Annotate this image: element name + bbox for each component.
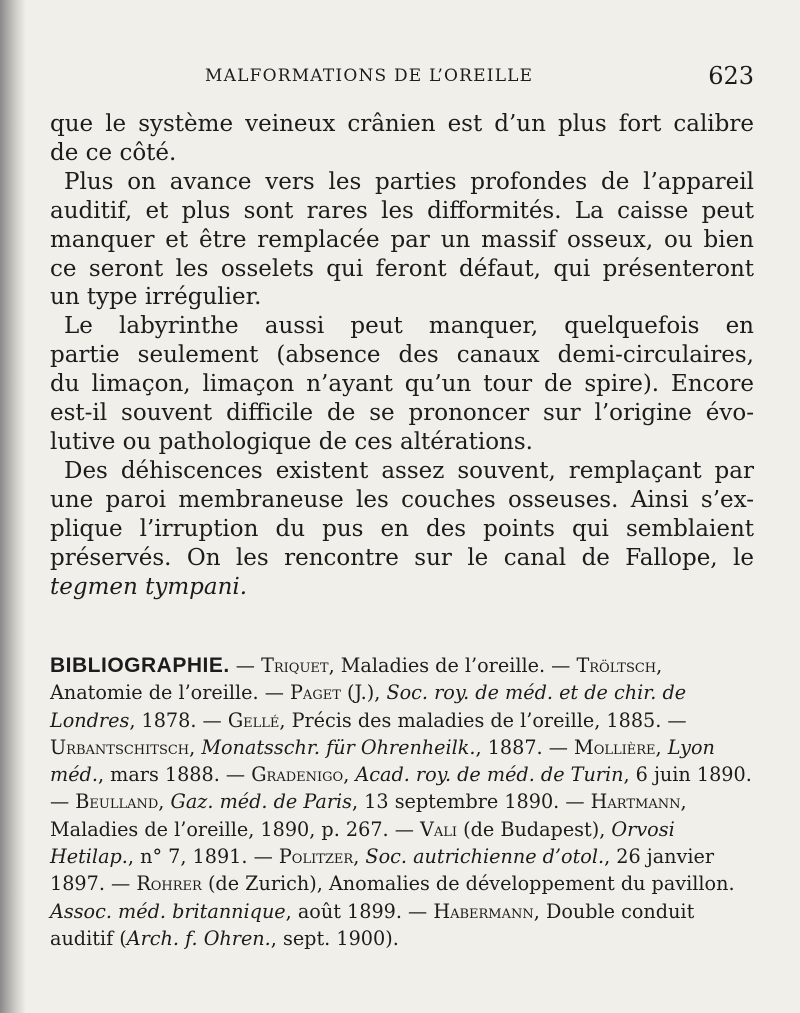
text-line: ce seront les osselets qui feront défaut, qui présenteront [50,255,754,282]
bib-text: , mars 1888. — [97,763,252,787]
bib-text: , [655,735,668,759]
bib-author: Gradenigo [251,763,344,787]
bib-author: Vali [420,817,458,841]
bib-journal: Monatsschr. für Ohrenheilk. [201,735,476,759]
bib-author: Tröltsch [576,654,657,677]
bib-text: , Double conduit auditif ( [50,899,695,950]
text-line: de ce côté. [50,139,177,166]
bib-text: , Maladies de l’oreille. — [328,654,577,677]
bib-text: (de Zurich), Anomalies de développement du pavillon. [201,872,735,896]
bib-author: Hartmann [590,790,681,814]
text-line: une paroi membraneuse les couches osseuses. Ainsi s’ex- [50,486,754,513]
text-line: tegmen tympani. [50,573,248,600]
bib-text: , Maladies de l’oreille, 1890, p. 267. — [50,790,687,841]
bib-journal: Assoc. méd. britannique [50,899,286,923]
bib-text: , Précis des maladies de l’oreille, 1885. — [279,708,687,732]
bib-journal: Lyon méd. [50,735,715,787]
bib-author: Triquet [261,654,329,677]
text-line: un type irrégulier. [50,284,262,311]
text-line: préservés. On les rencontre sur le canal de Fallope, le [50,544,754,571]
bib-text: , [158,790,171,814]
text-line: lutive ou pathologique de ces altérations. [50,428,533,455]
bib-text: , 13 septembre 1890. — [351,790,591,814]
bib-text: , Anatomie de l’oreille. — [50,654,663,705]
bib-author: Rohrer [136,872,202,896]
bib-text: , 6 juin 1890. — [50,763,752,814]
bib-journal: Soc. autrichienne d’otol. [365,845,605,869]
bib-author: Mollière [574,735,656,759]
bib-journal: Soc. roy. de méd. et de chir. de Londres [50,681,687,732]
text-line: partie seulement (absence des canaux demi-circulaires, [50,342,754,369]
bib-author: Urbantschitsch [50,735,190,759]
bib-author: Beulland [75,790,159,814]
bib-journal: Acad. roy. de méd. de Turin [355,763,624,787]
bib-text: — [229,654,262,677]
bib-text: , août 1899. — [285,899,434,923]
bibliography-title: BIBLIOGRAPHIE. [50,654,230,677]
bib-journal: Orvosi Hetilap. [50,817,675,869]
bib-text: (J.), [340,681,387,705]
bibliography [50,652,754,952]
text-line: plique l’irruption du pus en des points qui semblaient [50,515,754,542]
bib-text: , n° 7, 1891. — [127,845,279,869]
bib-text: , [189,735,202,759]
text-line: du limaçon, limaçon n’ayant qu’un tour de spire). Encore [50,371,754,398]
running-title: MALFORMATIONS DE L’OREILLE [205,66,534,86]
page-binding-shadow [0,0,26,1013]
bib-journal: Arch. f. Ohren. [126,926,271,950]
bib-author: Habermann [433,899,534,923]
bib-text: , [353,845,366,869]
bib-journal: Gaz. méd. de Paris [170,790,352,814]
text-line: Des déhiscences existent assez souvent, remplaçant par [64,457,754,484]
bib-author: Gellé [227,708,280,732]
bib-text: (de Budapest), [457,817,612,841]
bib-text: , 26 janvier 1897. — [50,845,715,896]
page-number: 623 [708,62,754,90]
text-line: que le système veineux crânien est d’un plus fort calibre [50,111,754,137]
bib-author: Paget [290,681,341,705]
body-text [50,110,754,601]
running-header [205,62,754,90]
bib-text: , [343,763,356,787]
text-line: Le labyrinthe aussi peut manquer, quelquefois en [64,313,754,340]
text-line: auditif, et plus sont rares les difformités. La caisse peut [50,197,754,224]
bib-text: , sept. 1900). [270,926,399,950]
text-line: Plus on avance vers les parties profondes de l’appareil [64,168,754,195]
text-line: manquer et être remplacée par un massif osseux, ou bien [50,226,754,253]
text-line: est-il souvent difficile de se prononcer sur l’origine évo- [50,400,754,427]
bib-text: , 1887. — [475,735,575,759]
bib-text: , 1878. — [129,708,228,732]
bib-author: Politzer [278,845,354,869]
